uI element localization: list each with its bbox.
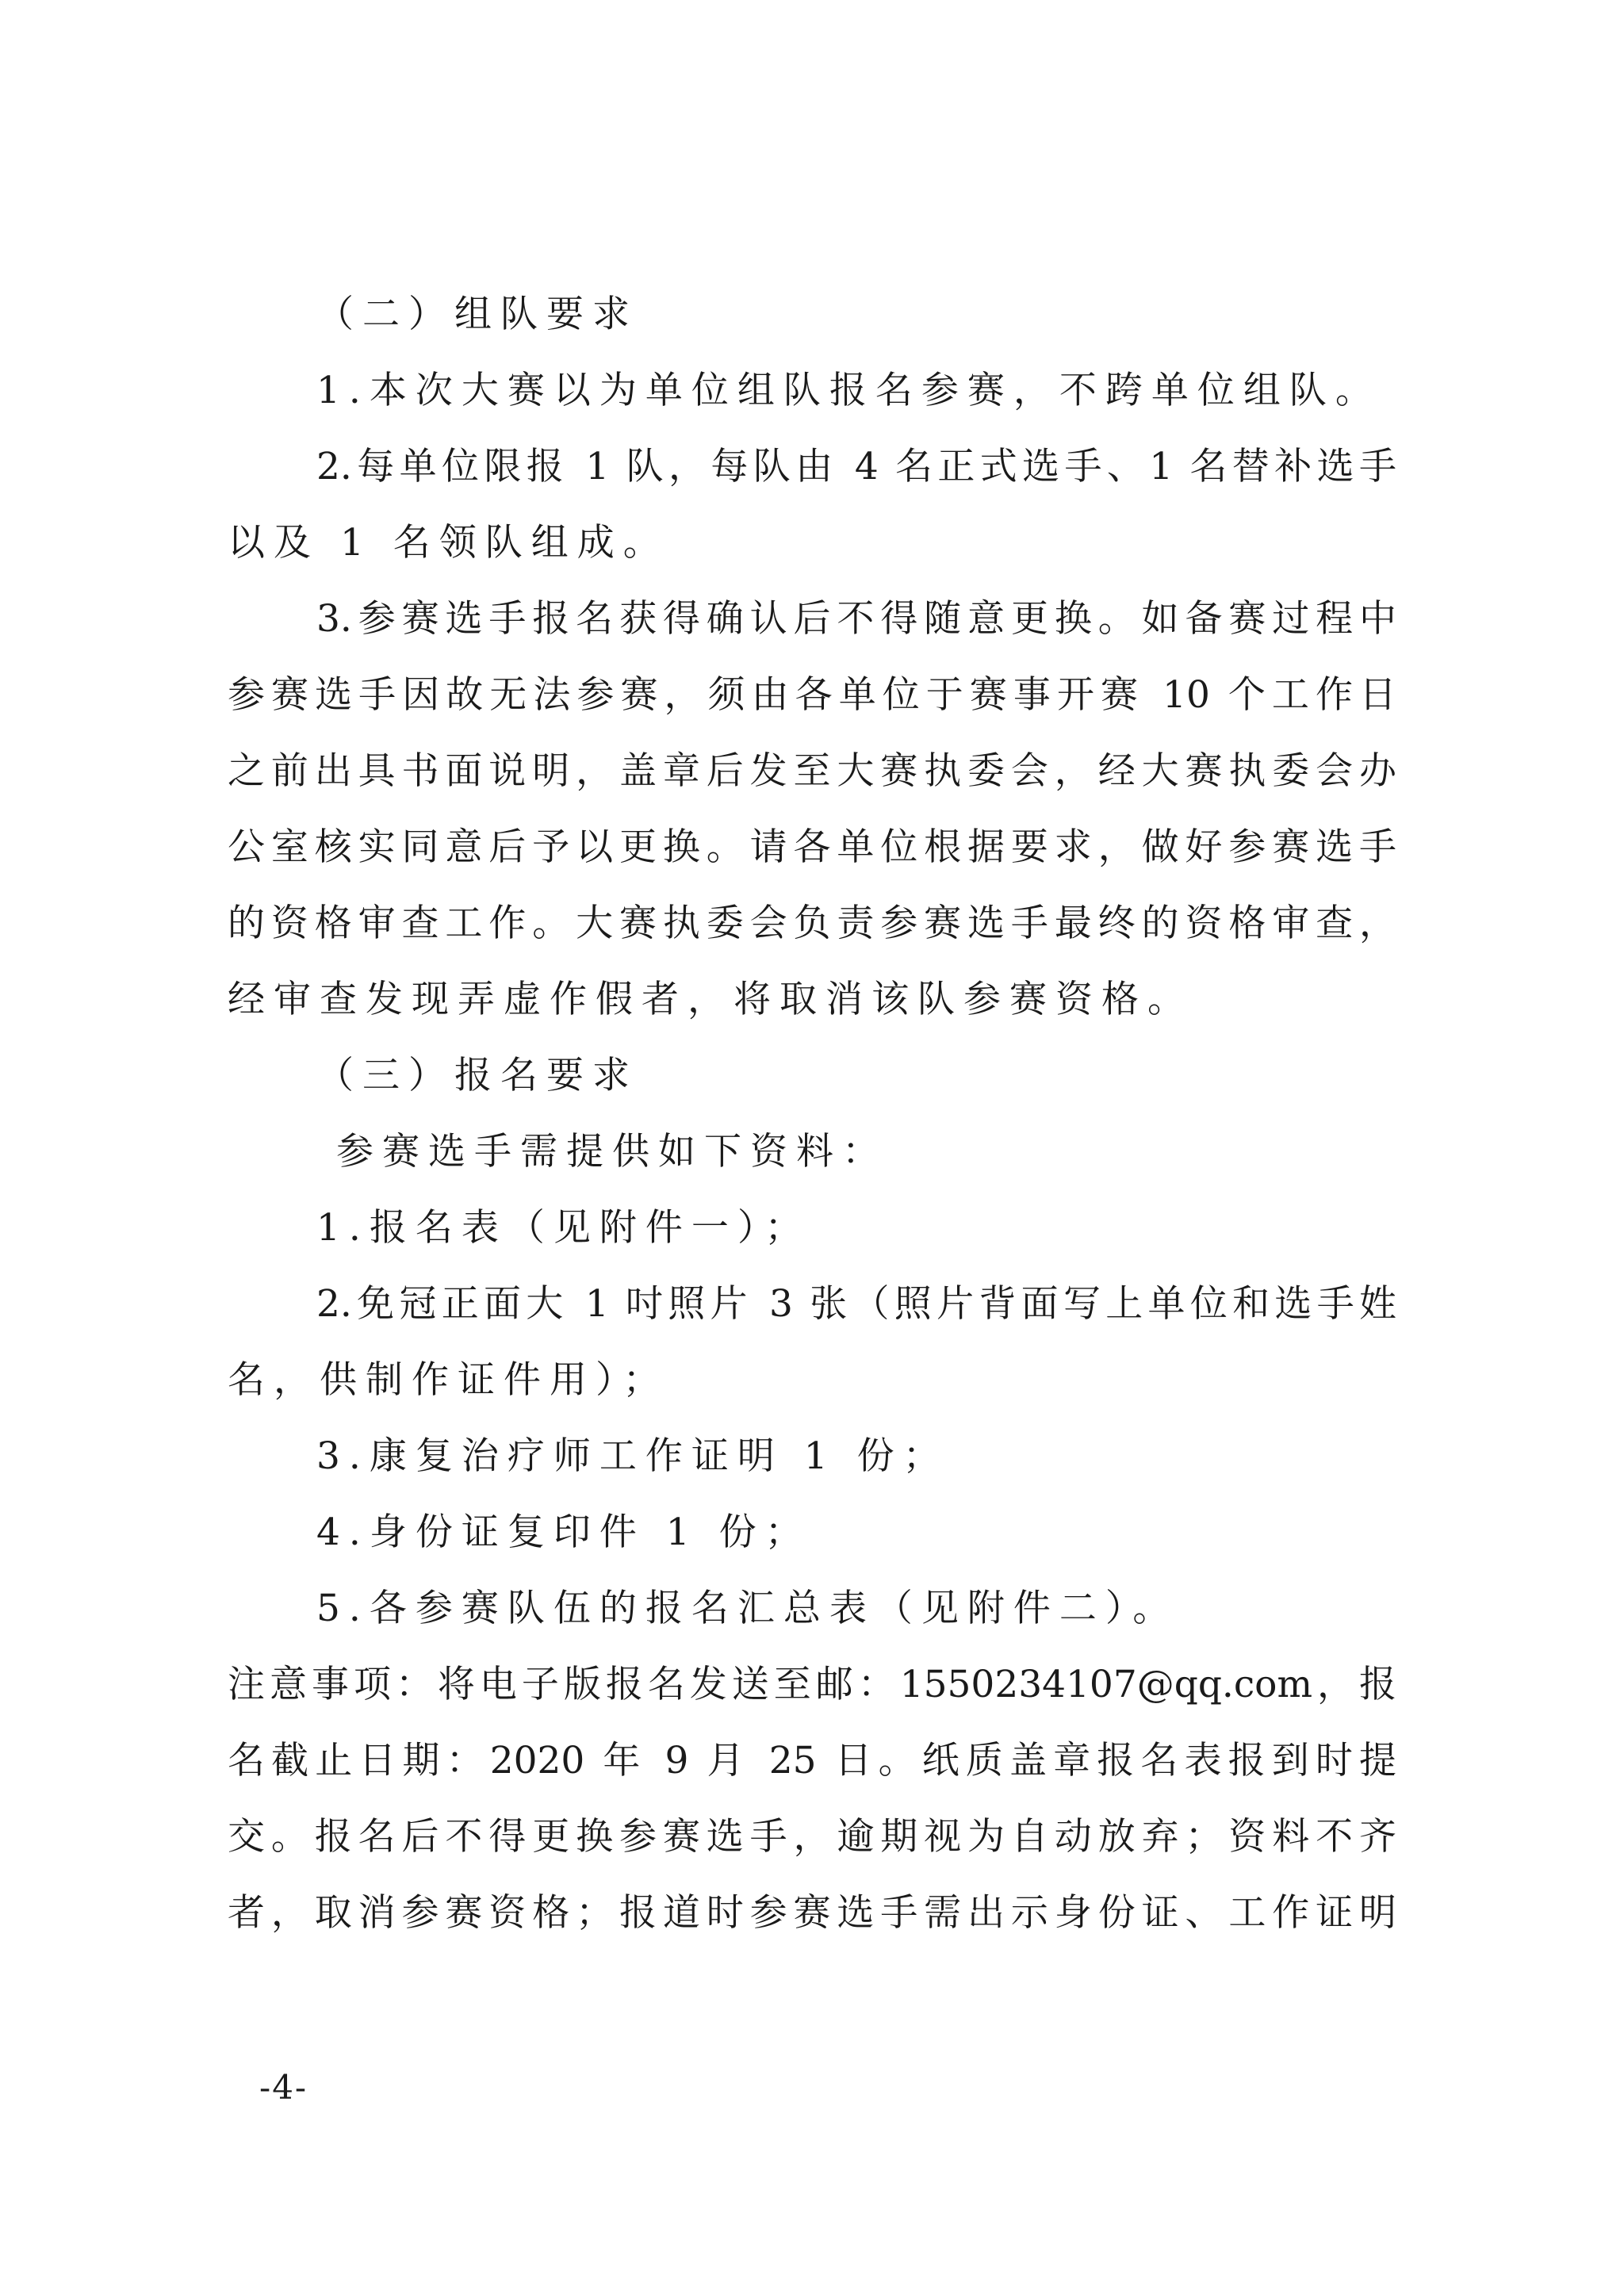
list-item: 4.身份证复印件 1 份； [316,1510,811,1554]
section-heading-registration-requirements: （三）报名要求 [316,1054,638,1097]
page-number: -4- [259,2068,308,2107]
paragraph-line: 公室核实同意后予以更换。请各单位根据要求，做好参赛选手 [228,825,1396,869]
list-item: 1.报名表（见附件一）； [316,1206,811,1250]
list-item: 3.康复治疗师工作证明 1 份； [316,1434,949,1478]
notice-line: 者，取消参赛资格；报道时参赛选手需出示身份证、工作证明 [228,1891,1396,1935]
notice-line: 名截止日期：2020 年 9 月 25 日。纸质盖章报名表报到时提 [228,1739,1396,1782]
paragraph-line: 3.参赛选手报名获得确认后不得随意更换。如备赛过程中 [316,597,1396,641]
paragraph-line: 名，供制作证件用）； [228,1358,669,1402]
paragraph-line: 2.每单位限报 1 队，每队由 4 名正式选手、1 名替补选手 [316,445,1396,488]
notice-line: 注意事项：将电子版报名发送至邮：1550234107@qq.com，报 [228,1663,1396,1706]
list-item: 2.免冠正面大 1 吋照片 3 张（照片背面写上单位和选手姓 [316,1282,1396,1326]
paragraph-line: 经审查发现弄虚作假者，将取消该队参赛资格。 [228,978,1193,1021]
notice-line: 交。报名后不得更换参赛选手，逾期视为自动放弃；资料不齐 [228,1815,1396,1859]
paragraph-line: 之前出具书面说明，盖章后发至大赛执委会，经大赛执委会办 [228,749,1396,793]
list-item: 5.各参赛队伍的报名汇总表（见附件二）。 [316,1587,1179,1630]
paragraph-line: 参赛选手因故无法参赛，须由各单位于赛事开赛 10 个工作日 [228,673,1396,717]
paragraph-line: 的资格审查工作。大赛执委会负责参赛选手最终的资格审查， [228,902,1396,945]
paragraph-line: 以及 1 名领队组成。 [228,521,669,565]
section-heading-team-requirements: （二）组队要求 [316,293,638,336]
paragraph-line: 参赛选手需提供如下资料： [336,1130,888,1174]
paragraph-line: 1.本次大赛以为单位组队报名参赛，不跨单位组队。 [316,369,1381,412]
